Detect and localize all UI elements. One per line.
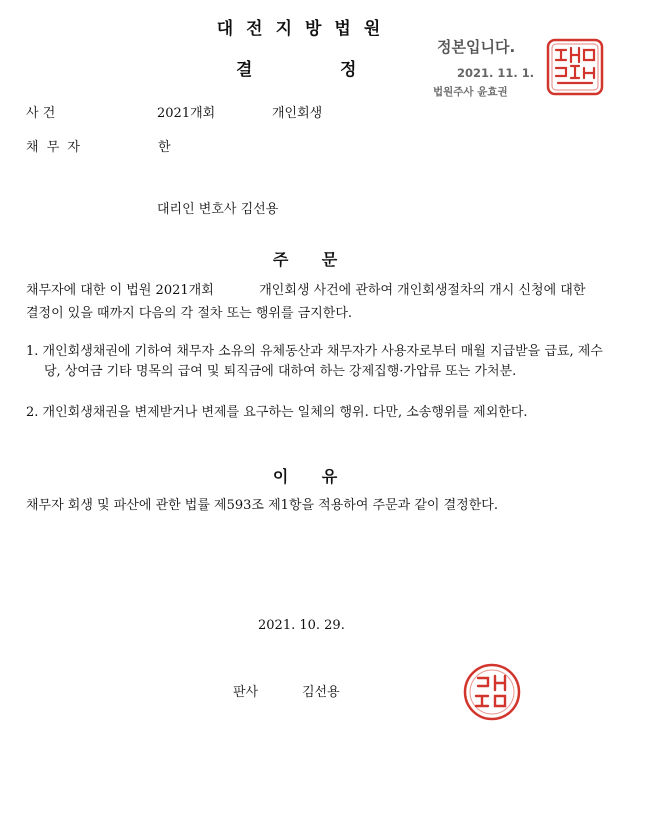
court-name: 대전지방법원	[216, 19, 394, 39]
certification-clerk: 법원주사 윤효권	[433, 86, 508, 98]
debtor-name: 한	[158, 140, 171, 155]
case-number: 2021개회	[157, 106, 216, 121]
case-label: 사 건	[26, 106, 56, 121]
order-paragraph: 채무자에 대한 이 법원 2021개회 개인회생 사건에 관하여 개인회생절차의 개시 신청에 대한 결정이 있을 때까지 다음의 각 절차 또는 행위를 금지한다.	[26, 283, 590, 321]
certification-line: 정본입니다.	[437, 38, 516, 56]
agent: 대리인 변호사 김선용	[157, 202, 279, 217]
order-title: 주 문	[272, 250, 338, 269]
judge-label: 판사	[233, 685, 259, 700]
certification-date: 2021. 11. 1.	[457, 66, 535, 80]
case-type: 개인회생	[272, 106, 323, 121]
doc-type-left: 결	[236, 60, 253, 80]
debtor-label: 채 무 자	[26, 140, 82, 155]
decision-date: 2021. 10. 29.	[258, 618, 345, 633]
judge-seal-icon	[462, 662, 522, 722]
reason-text: 채무자 회생 및 파산에 관한 법률 제593조 제1항을 적용하여 주문과 같이 결정한다.	[26, 498, 498, 513]
doc-type-right: 정	[340, 60, 357, 80]
order-item-1: 1. 개인회생채권에 기하여 채무자 소유의 유체동산과 채무자가 사용자로부터 매월 지급받을 급료, 제수당, 상여금 기타 명목의 급여 및 퇴직금에 대하여 하는 강제집행·가압류 또는 가처분.	[26, 344, 603, 379]
court-seal-icon	[546, 38, 604, 96]
order-item-2: 2. 개인회생채권을 변제받거나 변제를 요구하는 일체의 행위. 다만, 소송행위를 제외한다.	[26, 405, 528, 420]
reason-title: 이 유	[272, 467, 338, 486]
judge-name: 김선용	[302, 685, 340, 700]
